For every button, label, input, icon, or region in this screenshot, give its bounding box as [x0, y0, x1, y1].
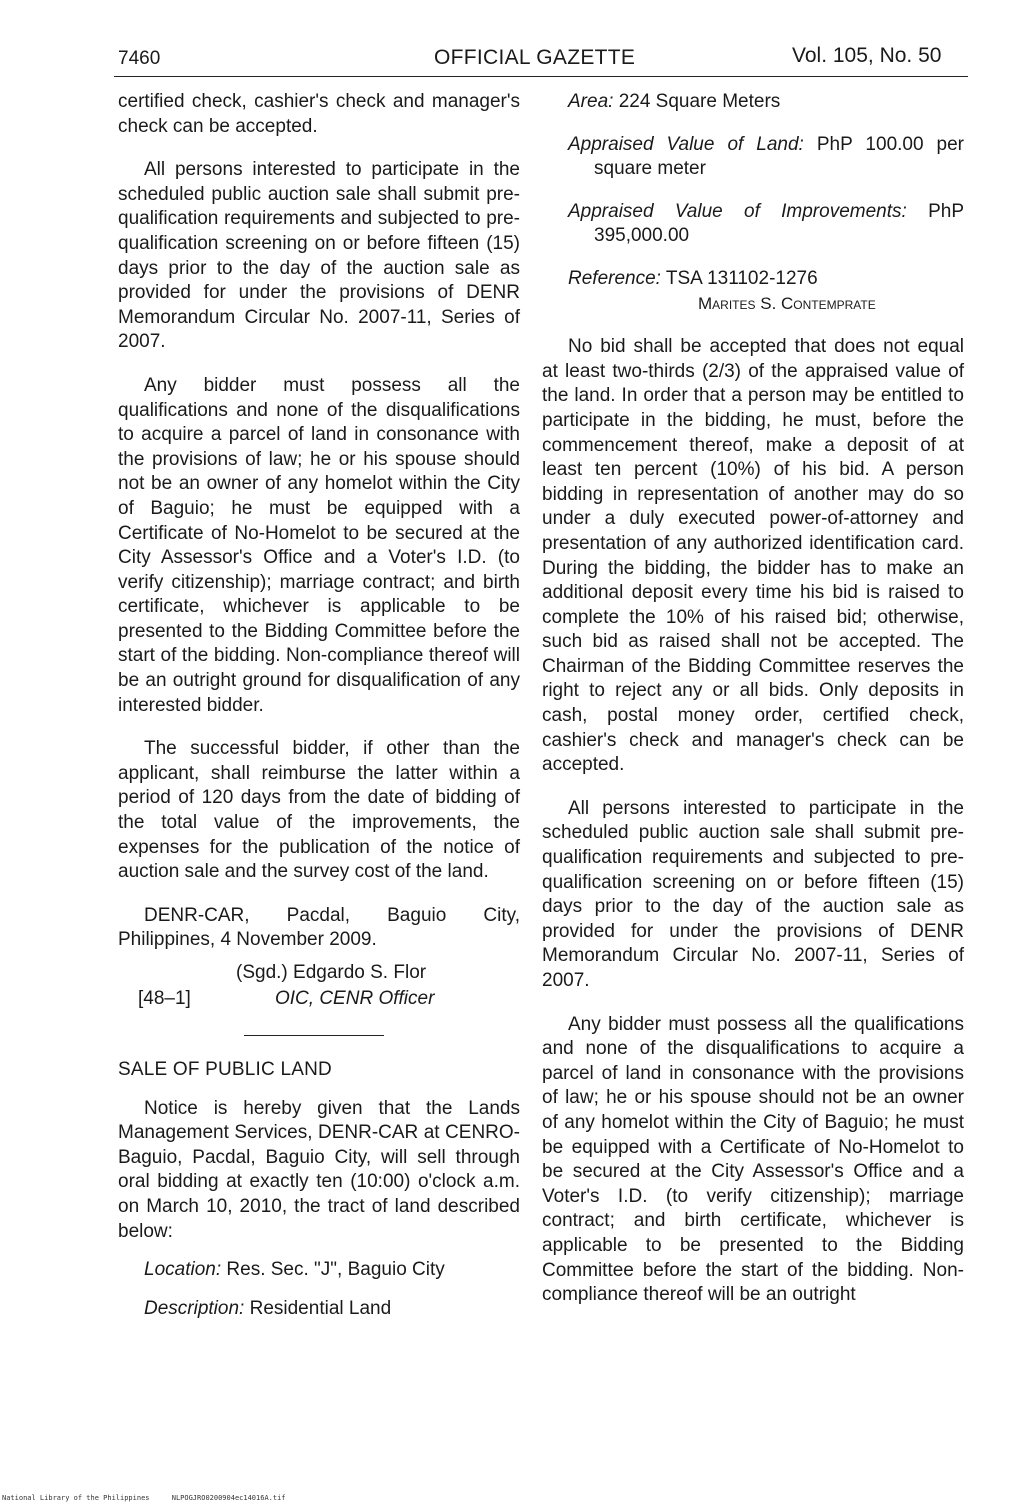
section-divider — [244, 1035, 384, 1036]
reference-label: Reference: — [568, 267, 661, 289]
left-paragraph-1: certified check, cashier's check and manager's check can be accepted. — [118, 91, 520, 137]
footer-file: NLPOGJRO0200904ec14016A.tif — [171, 1494, 286, 1502]
improvements-label: Appraised Value of Improvements: — [568, 200, 907, 222]
page-number: 7460 — [118, 48, 161, 69]
notice-paragraph: Notice is hereby given that the Lands Management Services, DENR-CAR at CENRO-Baguio, Pacdal, Baguio City, will sell through oral bidding at exactly ten (10:00) o'clock a.m. on March 10, 2010, the tract of land described below: — [118, 1097, 520, 1242]
area-value: 224 Square Meters — [618, 91, 781, 112]
reference-value: TSA 131102-1276 — [665, 267, 818, 289]
scan-footer — [2, 1494, 304, 1502]
left-paragraph-3: Any bidder must possess all the qualifications and none of the disqualifications to acquire a parcel of land in consonance with the provisions of law; he or his spouse should not be an owner of any homelot within the City of Baguio; he must be equipped with a Certificate of No-Homelot to be secured at the City Assessor's Office and a Voter's I.D. (to verify citizenship); marriage contract; and birth certificate, whichever is applicable to be presented to the Bidding Committee before the start of the bidding. Non-compliance thereof will be an outright ground for disqualification of any interested bidder. — [118, 374, 520, 716]
right-paragraph-1: No bid shall be accepted that does not equal at least two-thirds (2/3) of the appraised value of the land. In order that a person may be entitled to participate in the bidding, he must, before the commencement thereof, make a deposit of at least ten percent (10%) of his bid. A person bidding in representation of another may do so under a duly executed power-of-attorney and presentation of any authorized identification card. During the bidding, the bidder has to make an additional deposit every time his bid is raised to complete the 10% of his raised bid; otherwise, such bid as raised shall not be accepted. The Chairman of the Bidding Committee reserves the right to reject any or all bids. Only deposits in cash, postal money order, certified check, cashier's check and manager's check can be accepted. — [542, 336, 964, 776]
page-header — [0, 44, 1010, 80]
right-paragraph-2: All persons interested to participate in the scheduled public auction sale shall submit pre-qualification requirements and subjected to pre-qualification screening on or before fifteen (15) days prior to the day of the auction sale as provided for under the provisions of DENR Memorandum Circular No. 2007-11, Series of 2007. — [542, 797, 964, 991]
land-value-field — [542, 133, 964, 182]
reference-name: Marites S. Contemprate — [698, 293, 876, 313]
header-rule — [114, 76, 968, 77]
description-field — [118, 1297, 520, 1322]
location-label: Location: — [144, 1259, 222, 1281]
description-value: Residential Land — [249, 1297, 392, 1319]
right-column — [542, 90, 964, 1308]
publication-title: OFFICIAL GAZETTE — [434, 46, 636, 69]
right-paragraph-3: Any bidder must possess all the qualifications and none of the disqualifications to acquire a parcel of land in consonance with the provisions of law; he or his spouse should not be an owner of any homelot within the City of Baguio; he must be equipped with a Certificate of No-Homelot to be secured at the City Assessor's Office and a Voter's I.D. (to verify citizenship); marriage contract; and birth certificate, whichever is applicable to be presented to the Bidding Committee before the start of the bidding. Non-compliance thereof will be an outright — [542, 1013, 964, 1306]
section-heading: SALE OF PUBLIC LAND — [118, 1059, 332, 1080]
place-date: DENR-CAR, Pacdal, Baguio City, Philippines, 4 November 2009. — [118, 904, 520, 951]
volume-issue: Vol. 105, No. 50 — [792, 44, 942, 67]
area-field — [542, 90, 964, 115]
left-column — [118, 90, 520, 1321]
signature-block — [118, 961, 520, 1013]
left-paragraph-2: All persons interested to participate in the scheduled public auction sale shall submit pre-qualification requirements and subjected to pre-qualification screening on or before fifteen (15) days prior to the day of the auction sale as provided for under the provisions of DENR Memorandum Circular No. 2007-11, Series of 2007. — [118, 159, 520, 353]
land-value-label: Appraised Value of Land: — [568, 133, 804, 155]
footer-library: National Library of the Philippines — [2, 1494, 150, 1502]
area-label: Area: — [568, 91, 614, 112]
signatory-title: OIC, CENR Officer — [275, 988, 435, 1009]
notice-code: [48–1] — [138, 988, 191, 1009]
improvements-value: PhP 395,000.00 — [594, 200, 965, 247]
location-field — [118, 1258, 520, 1283]
land-value: PhP 100.00 per square meter — [594, 133, 965, 180]
signature: (Sgd.) Edgardo S. Flor — [236, 962, 427, 983]
description-label: Description: — [144, 1297, 245, 1319]
location-value: Res. Sec. "J", Baguio City — [226, 1259, 445, 1281]
left-paragraph-4: The successful bidder, if other than the applicant, shall reimburse the latter within a period of 120 days from the date of bidding of the total value of the improvements, the expenses for the publication of the notice of auction sale and the survey cost of the land. — [118, 738, 520, 883]
improvements-field — [542, 200, 964, 249]
reference-field — [542, 267, 964, 316]
